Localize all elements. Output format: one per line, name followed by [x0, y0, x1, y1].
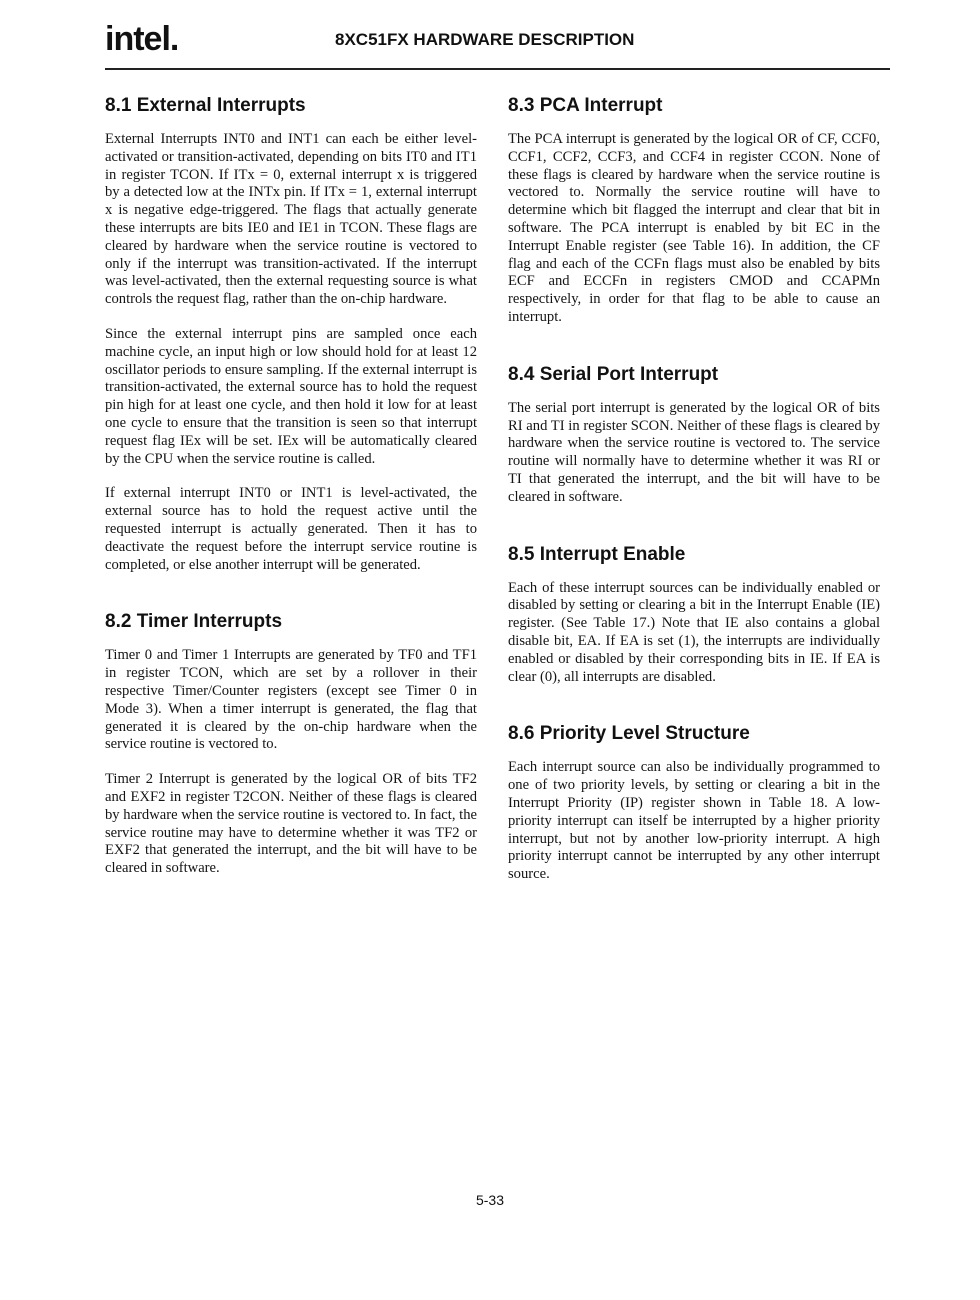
- paragraph: The PCA interrupt is generated by the logical OR of CF, CCF0, CCF1, CCF2, CCF3, and CCF4 in register CCON. None of these flags is cleared by hardware when the service routine is vectored to. Normally the service routine will have to determine which bit flagged the interrupt and clear that bit in software. The PCA interrupt is enabled by bit EC in the Interrupt Enable register (see Table 16). In addition, the CF flag and each of the CCFn flags must also be enabled by bits ECF and ECCFn in registers CMOD and CCAPMn respectively, in order for that flag to be able to cause an interrupt.: [508, 131, 880, 325]
- section-8-1: [105, 95, 477, 574]
- section-heading: 8.6 Priority Level Structure: [508, 723, 750, 745]
- section-8-4: [508, 364, 880, 507]
- section-heading: 8.3 PCA Interrupt: [508, 95, 663, 116]
- section-8-6: [508, 723, 880, 884]
- paragraph: The serial port interrupt is generated by the logical OR of bits RI and TI in register SCON. Neither of these flags is cleared by hardware when the service routine is vectored to. The service routine will normally have to determine whether it was RI or TI that generated the interrupt, and the bit will have to be cleared in software.: [508, 399, 880, 505]
- paragraph: External Interrupts INT0 and INT1 can each be either level-activated or transition-activated, depending on bits IT0 and IT1 in register TCON. If ITx = 0, external interrupt x is triggered by a detected low at the INTx pin. If ITx = 1, external interrupt x is negative edge-triggered. The flags that actually generate these interrupts are bits IE0 and IE1 in TCON. These flags are cleared by hardware when the service routine is vectored to only if the interrupt was transition-activated. If the interrupt was level-activated, then the external requesting source is what controls the request flag, rather than the on-chip hardware.: [105, 131, 477, 308]
- left-column: [105, 95, 477, 895]
- paragraph: Timer 0 and Timer 1 Interrupts are generated by TF0 and TF1 in register TCON, which are set by a rollover in their respective Timer/Counter registers (except see Timer 0 in Mode 3). When a timer interrupt is generated, the flag that generated it is cleared by the on-chip hardware when the service routine is vectored to.: [105, 647, 477, 753]
- paragraph: If external interrupt INT0 or INT1 is level-activated, the external source has to hold the request active until the requested interrupt is actually generated. Then it has to deactivate the request before the interrupt service routine is completed, or else another interrupt will be generated.: [105, 485, 477, 573]
- paragraph: Each interrupt source can also be individually programmed to one of two priority levels, by setting or clearing a bit in the Interrupt Priority (IP) register shown in Table 18. A low-priority interrupt can itself be interrupted by a higher priority interrupt, but not by another low-priority interrupt. A high priority interrupt cannot be interrupted by any other interrupt source.: [508, 759, 880, 883]
- section-heading: 8.5 Interrupt Enable: [508, 543, 686, 565]
- intel-logo: intel.: [105, 20, 179, 58]
- right-column: [508, 95, 880, 901]
- section-8-5: [508, 544, 880, 687]
- page-number: 5-33: [475, 1192, 505, 1208]
- header-title: 8XC51FX HARDWARE DESCRIPTION: [335, 30, 635, 49]
- section-heading: 8.1 External Interrupts: [105, 95, 306, 116]
- paragraph: Since the external interrupt pins are sampled once each machine cycle, an input high or low should hold for at least 12 oscillator periods to ensure sampling. If the external interrupt is transition-activated, the external source has to hold the request pin high for at least one cycle, and then hold it low for at least one cycle to ensure that the transition is seen so that interrupt request flag IEx will be set. IEx will be automatically cleared by the CPU when the service routine is called.: [105, 325, 477, 467]
- section-8-3: [508, 95, 880, 327]
- header-rule: [105, 68, 890, 70]
- section-heading: 8.2 Timer Interrupts: [105, 611, 283, 633]
- paragraph: Timer 2 Interrupt is generated by the logical OR of bits TF2 and EXF2 in register T2CON. Neither of these flags is cleared by hardware when the service routine is vectored to. In fact, the service routine may have to determine whether it was TF2 or EXF2 that generated the interrupt, and the bit will have to be cleared in software.: [105, 771, 477, 877]
- page-header: [105, 20, 890, 70]
- paragraph: Each of these interrupt sources can be individually enabled or disabled by setting or clearing a bit in the Interrupt Enable (IE) register. (See Table 17.) Note that IE also contains a global disable bit, EA. If EA is set (1), the interrupts are individually enabled or disabled by their corresponding bits in IE. If EA is clear (0), all interrupts are disabled.: [508, 579, 880, 685]
- section-heading: 8.4 Serial Port Interrupt: [508, 363, 719, 385]
- section-8-2: [105, 611, 477, 878]
